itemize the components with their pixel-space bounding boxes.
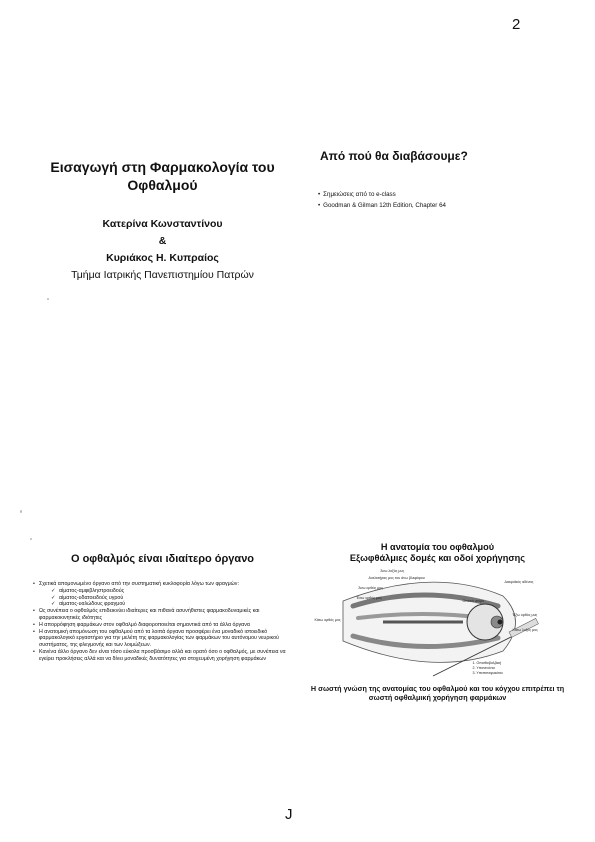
special-organ-title: Ο οφθαλμός είναι ιδιαίτερο όργανο — [70, 553, 255, 565]
check-item: ✓ αίματος-υδατοειδούς υγρού — [33, 595, 295, 602]
list-item: • Ως συνέπεια ο οφθαλμός επιδεικνύει ιδιαίτερες και πιθανά ασυνήθιστες φαρμακοδυναμικές και φαρμακοκινητικές ιδιότητες — [33, 608, 295, 622]
slide-special-organ — [30, 550, 295, 720]
references-title: Από πού θα διαβάσουμε? — [320, 149, 468, 163]
slide-title — [40, 140, 285, 300]
label-superior-rectus: Άνω ορθός μυς — [358, 586, 383, 590]
slide-anatomy — [305, 542, 570, 717]
anatomy-title-line-1: Η ανατομία του οφθαλμού — [380, 542, 495, 552]
department: Τμήμα Ιατρικής Πανεπιστημίου Πατρών — [71, 269, 254, 281]
special-organ-bullets — [33, 581, 295, 663]
references-list — [318, 189, 563, 211]
slide-references — [308, 145, 563, 295]
check-item: ✓ αίματος-υαλώδους φραγμού — [33, 601, 295, 608]
scan-speck — [47, 298, 49, 300]
check-item: ✓ αίματος-αμφιβληστροειδούς — [33, 588, 295, 595]
label-medial-rectus: Έσω ορθός μυς — [356, 596, 382, 600]
list-item: • Κανένα άλλο όργανο δεν είναι τόσο εύκολα προσβάσιμο αλλά και ορατό όσο ο οφθαλμός, με συνέπεια να εγείρει προκλήσεις αλλά και να δίνει μοναδικές δυνατότητες για στοχευμένη χορήγηση φαρμάκων — [33, 649, 295, 663]
author-2: Κυριάκος Η. Κυπραίος — [106, 252, 219, 264]
label-route-2: 2. Υποτενόνια — [472, 666, 495, 670]
footer-mark: J — [285, 806, 293, 823]
orbit-anatomy-figure — [313, 566, 563, 681]
lecture-title: Εισαγωγή στη Φαρμακολογία του Οφθαλμού — [50, 159, 275, 193]
list-item: • Η απορρόφηση φαρμάκων στον οφθαλμό διαφοροποιείται σημαντικά από τα άλλα όργανα — [33, 622, 295, 629]
anatomy-caption: Η σωστή γνώση της ανατομίας του οφθαλμού και του κόγχου επιτρέπει τη σωστή οφθαλμική χορήγηση φαρμάκων — [310, 684, 565, 702]
list-item: • Η ανατομική απομόνωση του οφθαλμού από τα λοιπά όργανα προσφέρει ένα μοναδικό ιστοειδικό φαρμακολογικό εργαστήριο για την μελέτη της φαρμακολογίας των φαρμάκων του αυτόνομου νευρικού συστήματος, της φλεγμονής και των λοιμώξεων. — [33, 629, 295, 649]
label-lacrimal: Δακρυϊκός αδένας — [504, 580, 534, 584]
list-item: • Goodman & Gilman 12th Edition, Chapter 64 — [318, 200, 563, 211]
scan-speck — [30, 538, 32, 540]
list-item: • Σχετικά απομονωμένο όργανο από την συστηματική κυκλοφορία λόγω των φραγμών: — [33, 581, 295, 588]
pupil — [497, 620, 502, 625]
label-lateral-rectus: Έξω ορθός μυς — [512, 613, 538, 617]
page-number: 2 — [512, 16, 521, 33]
label-levator: Ανελκτήρας μυς του άνω βλεφάρου — [368, 576, 425, 580]
anatomy-title-line-2: Εξωφθάλμιες δομές και οδοί χορήγησης — [349, 553, 526, 563]
label-inferior-oblique: Κάτω λοξός μυς — [512, 628, 538, 632]
label-optic-nerve: Οπτικό νεύρο — [462, 599, 485, 603]
authors — [40, 216, 285, 267]
label-route-1: 1. Οπισθοβολβική — [472, 661, 502, 665]
scan-speck — [20, 510, 22, 513]
list-item: • Σημειώσεις από το e-class — [318, 189, 563, 200]
author-1: Κατερίνα Κωνσταντίνου — [102, 218, 223, 230]
label-inferior-rectus: Κάτω ορθός μυς — [314, 618, 341, 622]
label-route-3: 3. Υπεπιπεφυκότια — [472, 671, 503, 675]
label-superior-oblique: Άνω λοξός μυς — [380, 569, 405, 573]
author-ampersand: & — [158, 235, 167, 247]
